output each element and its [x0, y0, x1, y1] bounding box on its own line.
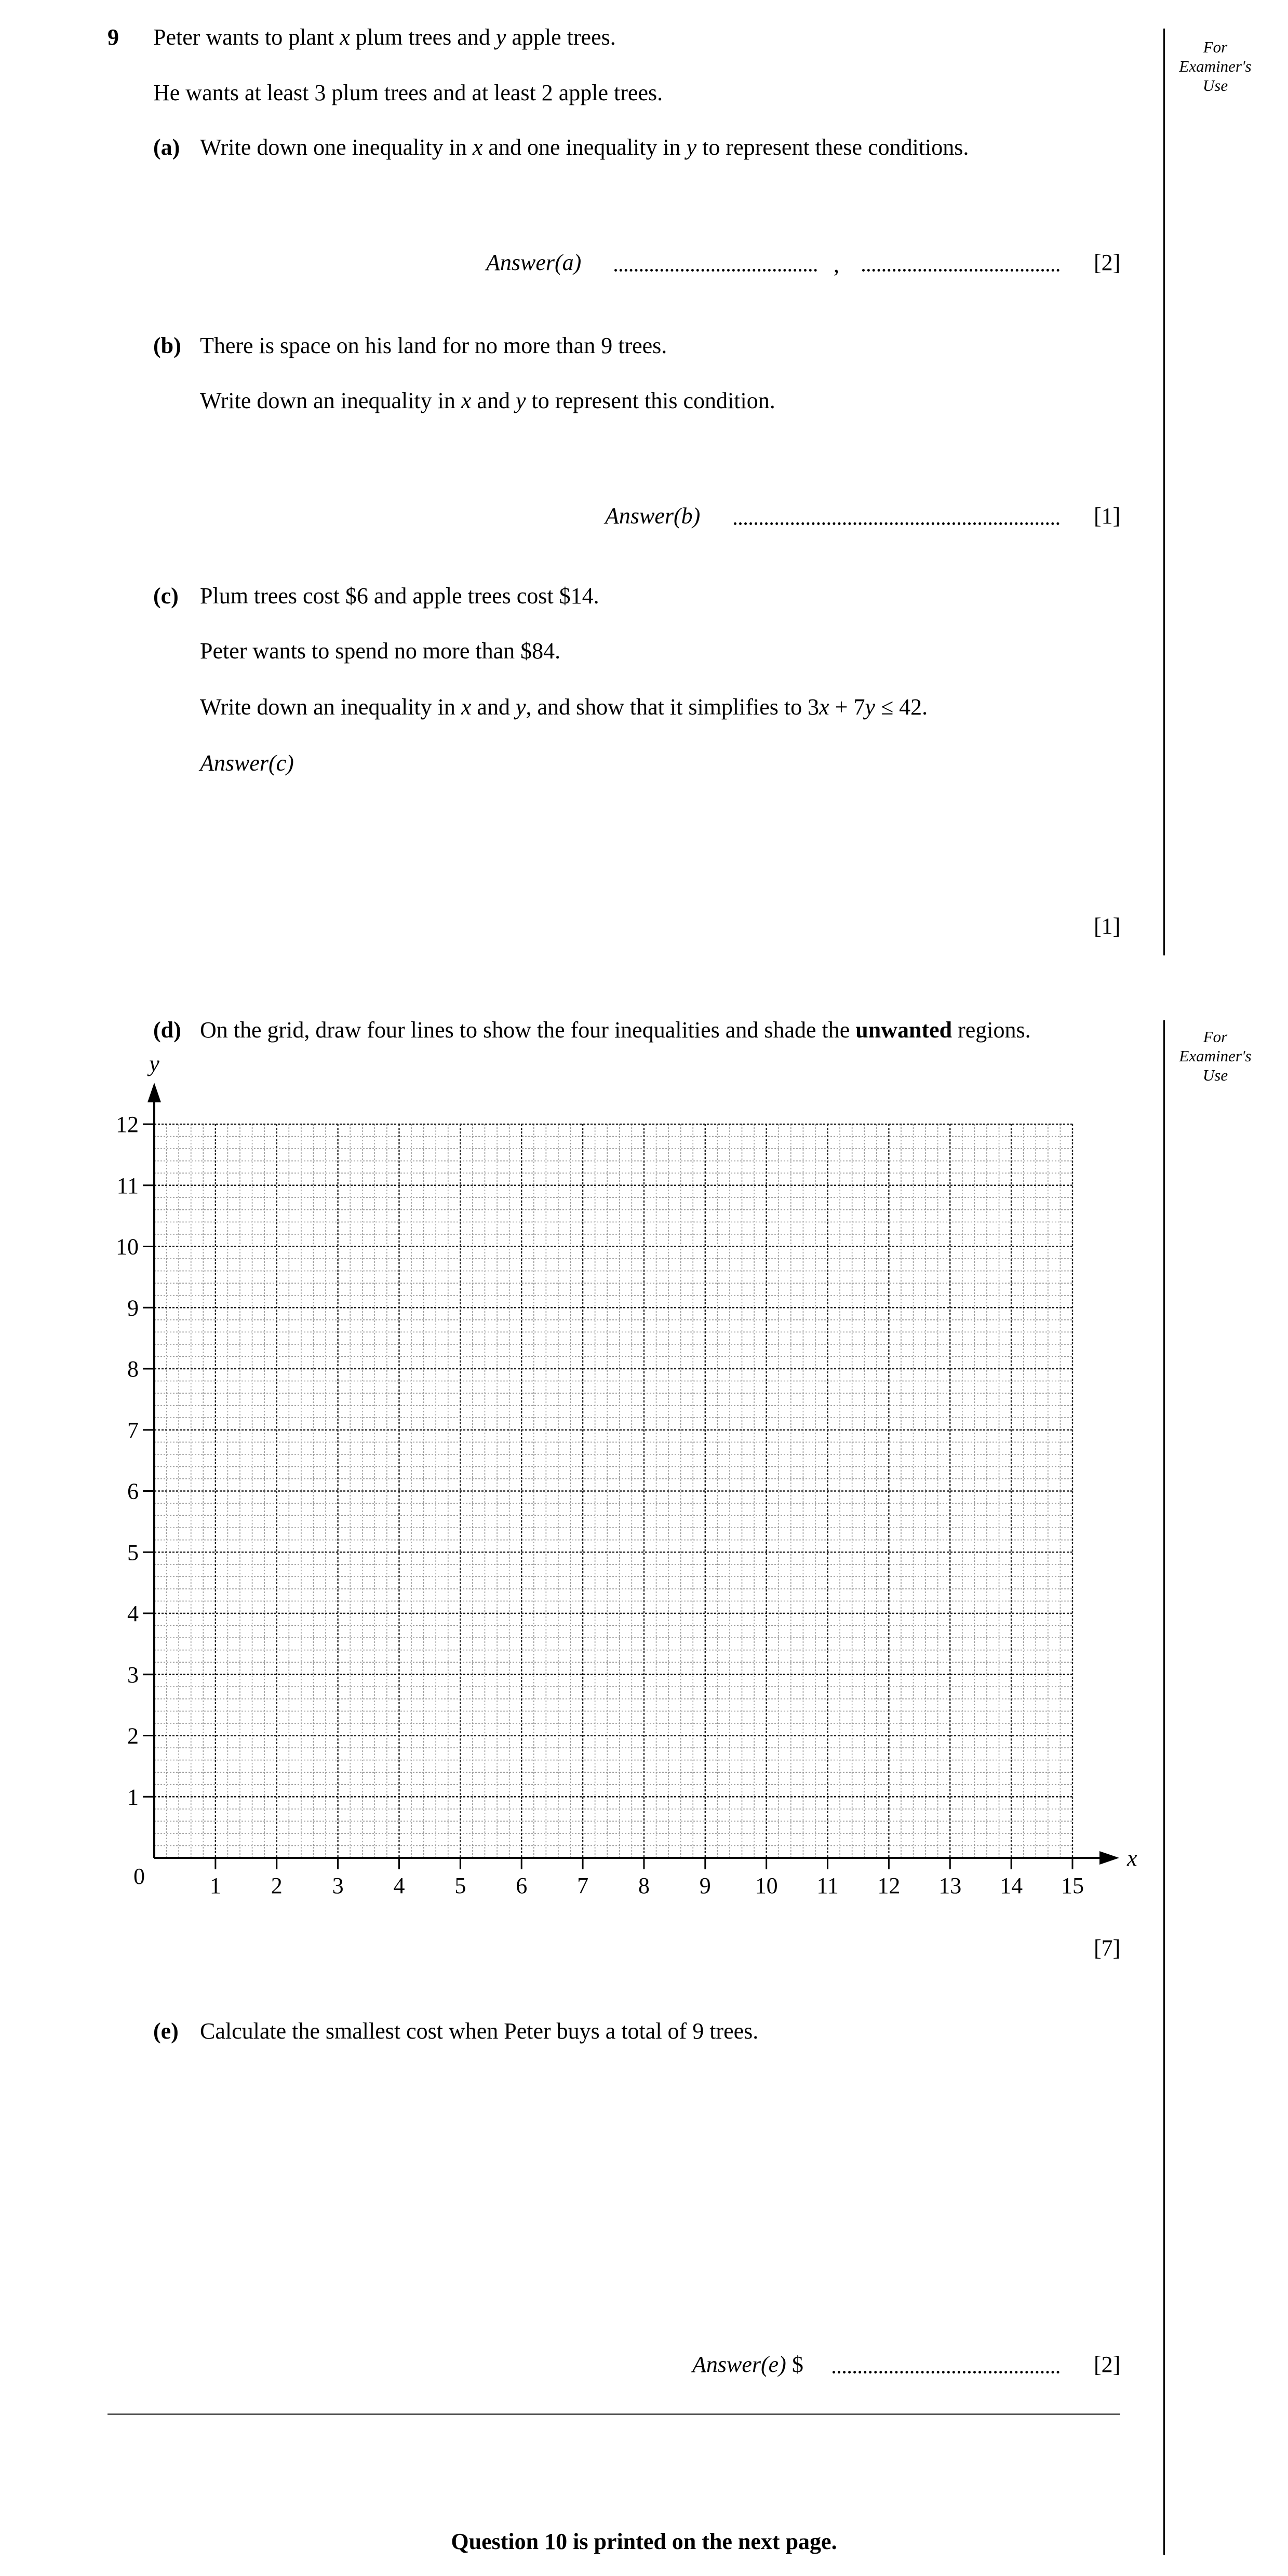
- y-tick-label: 11: [116, 1172, 139, 1198]
- x-tick-label: 3: [332, 1873, 344, 1898]
- var-x: x: [461, 694, 472, 720]
- part-a-comma: ,: [834, 252, 839, 277]
- part-e-answer-line[interactable]: [833, 2371, 1059, 2373]
- examiner-word-1: For: [1203, 38, 1228, 56]
- x-tick-label: 8: [638, 1873, 650, 1898]
- x-tick-label: 12: [877, 1873, 901, 1898]
- part-e-text: Calculate the smallest cost when Peter buys a total of 9 trees.: [200, 2018, 759, 2044]
- var-x: x: [819, 694, 829, 720]
- part-b-label: (b): [153, 333, 181, 358]
- part-d-text-seg: regions.: [952, 1017, 1031, 1043]
- examiner-word-2: Examiner's: [1179, 57, 1252, 76]
- examiner-word-2: Examiner's: [1179, 1047, 1252, 1066]
- question-intro-2: He wants at least 3 plum trees and at least 2 apple trees.: [153, 80, 663, 105]
- y-tick-label: 8: [127, 1356, 139, 1382]
- intro-text: apple trees.: [506, 24, 616, 50]
- part-c-text-seg: and: [471, 694, 516, 720]
- x-tick-label: 7: [577, 1873, 589, 1898]
- y-tick-label: 6: [127, 1478, 139, 1504]
- part-c-answer-label: Answer(c): [200, 750, 294, 776]
- expr-seg: 3: [808, 694, 820, 720]
- footer-next-page: Question 10 is printed on the next page.: [451, 2529, 837, 2554]
- part-b-text-seg: and: [471, 388, 516, 413]
- part-c-label: (c): [153, 583, 179, 609]
- x-tick-label: 5: [454, 1873, 466, 1898]
- x-tick-label: 6: [516, 1873, 528, 1898]
- y-axis-label: y: [149, 1051, 159, 1076]
- var-y: y: [686, 134, 697, 160]
- part-d-marks: [7]: [1094, 1935, 1121, 1961]
- part-b-text-seg: Write down an inequality in: [200, 388, 461, 413]
- part-d-label: (d): [153, 1017, 181, 1043]
- part-e-working-area[interactable]: [200, 2056, 1083, 2326]
- part-c-marks: [1]: [1094, 913, 1121, 939]
- var-y: y: [495, 24, 506, 50]
- y-tick-label: 7: [127, 1417, 139, 1443]
- axes: [147, 1083, 1119, 1865]
- part-c-text-1: Plum trees cost $6 and apple trees cost $14.: [200, 583, 599, 609]
- origin-label: 0: [133, 1864, 145, 1889]
- y-axis-arrow: [147, 1083, 161, 1102]
- x-axis-label: x: [1127, 1845, 1137, 1871]
- examiner-word-1: For: [1203, 1028, 1228, 1046]
- x-tick-label: 10: [755, 1873, 778, 1898]
- expr-seg: + 7: [829, 694, 865, 720]
- part-a-text-seg: to represent these conditions.: [696, 134, 969, 160]
- x-tick-label: 1: [209, 1873, 221, 1898]
- part-d-text-seg: On the grid, draw four lines to show the four inequalities and shade the: [200, 1017, 856, 1043]
- y-tick-label: 9: [127, 1295, 139, 1321]
- part-c-text-seg: Write down an inequality in: [200, 694, 461, 720]
- x-tick-label: 9: [699, 1873, 711, 1898]
- currency-symbol: $: [791, 2352, 803, 2377]
- part-b-marks: [1]: [1094, 503, 1121, 529]
- y-tick-label: 2: [127, 1723, 139, 1749]
- part-a-marks: [2]: [1094, 250, 1121, 275]
- x-tick-label: 13: [938, 1873, 962, 1898]
- var-x: x: [461, 388, 472, 413]
- section-divider: [108, 2413, 1120, 2415]
- part-a-label: (a): [153, 134, 180, 160]
- y-tick-label: 12: [116, 1112, 139, 1137]
- var-x: x: [472, 134, 483, 160]
- y-tick-label: 10: [116, 1234, 139, 1260]
- x-tick-label: 14: [1000, 1873, 1023, 1898]
- var-x: x: [340, 24, 350, 50]
- y-tick-label: 1: [127, 1784, 139, 1810]
- y-tick-label: 4: [127, 1601, 139, 1626]
- examiner-word-3: Use: [1202, 1066, 1228, 1085]
- part-a-text-seg: and one inequality in: [482, 134, 687, 160]
- x-tick-label: 2: [271, 1873, 283, 1898]
- x-tick-label: 15: [1061, 1873, 1084, 1898]
- x-axis-arrow: [1099, 1851, 1119, 1865]
- part-a-text-seg: Write down one inequality in: [200, 134, 473, 160]
- examiner-word-3: Use: [1202, 76, 1228, 95]
- expr-seg: ≤ 42.: [875, 694, 928, 720]
- y-tick-label: 5: [127, 1540, 139, 1566]
- y-tick-label: 3: [127, 1662, 139, 1688]
- part-c-text-2: Peter wants to spend no more than $84.: [200, 638, 561, 664]
- part-b-answer-label: Answer(b): [605, 503, 701, 529]
- var-y: y: [515, 388, 526, 413]
- var-y: y: [865, 694, 876, 720]
- x-tick-label: 11: [816, 1873, 839, 1898]
- intro-text: Peter wants to plant: [153, 24, 340, 50]
- axis-labels: [116, 1051, 1137, 1898]
- part-d-text-bold: unwanted: [855, 1017, 952, 1043]
- part-e-answer-text: Answer(e): [692, 2352, 786, 2377]
- x-tick-label: 4: [393, 1873, 405, 1898]
- part-e-answer-label: [692, 2353, 803, 2376]
- part-e-marks: [2]: [1094, 2352, 1121, 2377]
- question-number: 9: [108, 24, 119, 50]
- var-y: y: [515, 694, 526, 720]
- intro-text: plum trees and: [350, 24, 496, 50]
- part-c-text-seg: , and show that it simplifies to: [526, 694, 808, 720]
- part-b-text-1: There is space on his land for no more than 9 trees.: [200, 333, 667, 358]
- part-e-label: (e): [153, 2018, 179, 2044]
- part-b-text-seg: to represent this condition.: [526, 388, 775, 413]
- part-a-answer-label: Answer(a): [486, 250, 582, 275]
